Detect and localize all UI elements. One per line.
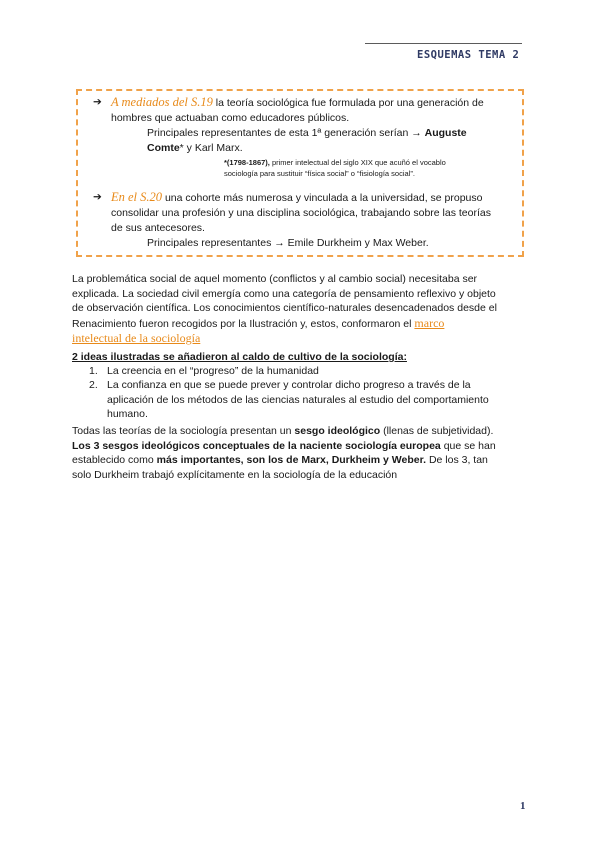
para1-line2: explicada. La sociedad civil emergía como una categoría de pensamiento reflexivo y objeto xyxy=(72,287,496,300)
page-number: 1 xyxy=(520,800,526,812)
list-num-1: 1. xyxy=(89,365,98,377)
para2-line4: solo Durkheim trabajó explícitamente en la sociología de la educación xyxy=(72,468,398,481)
item2-highlight: En el S.20 xyxy=(111,190,163,204)
para2-line2-post: que se han xyxy=(440,439,496,452)
list-text-2-line2: aplicación de los métodos de las ciencias naturales al estudio del comportamiento xyxy=(107,393,489,406)
para2-line1-pre: Todas las teorías de la sociología presentan un xyxy=(72,425,295,437)
list-text-2-line1: La confianza en que se puede prever y controlar dicho progreso a través de la xyxy=(107,379,471,391)
item1-text-line1: la teoría sociológica fue formulada por una generación de xyxy=(212,97,484,109)
item1-note-bold: *(1798-1867), xyxy=(224,158,270,167)
list-item xyxy=(89,364,319,379)
item1-reps-prefix: Principales representantes de esta 1ª generación serían → xyxy=(147,127,425,139)
item2-text-line3: de sus antecesores. xyxy=(111,222,205,234)
item1-reps-rest: * y Karl Marx. xyxy=(179,142,243,154)
item2-text-line2: consolidar una profesión y una disciplina sociológica, trabajando sobre las teorías xyxy=(111,207,491,219)
para2-line2-bold: Los 3 sesgos ideológicos conceptuales de la naciente sociología europea xyxy=(72,439,441,452)
marco-link-cont[interactable]: intelectual de la sociología xyxy=(72,331,201,345)
para1-line4: Renacimiento fueron recogidos por la Ilustración y, estos, conformaron el xyxy=(72,317,412,330)
para1-line3: de observación científica. Los conocimientos científico-naturales desencadenados desde el xyxy=(72,302,497,314)
item1-reps-bold: Auguste xyxy=(424,127,467,139)
item2-text-line1: una cohorte más numerosa y vinculada a la universidad, se propuso xyxy=(162,192,483,204)
paragraph-2 xyxy=(72,424,526,482)
list-num-2: 2. xyxy=(89,379,98,391)
item1-highlight: A mediados del S.19 xyxy=(111,95,213,109)
header-rule xyxy=(365,43,522,44)
list-text-1: La creencia en el “progreso” de la humanidad xyxy=(107,365,319,377)
paragraph-1 xyxy=(72,272,526,347)
para2-line3-bold: más importantes, son los de Marx, Durkheim y Weber. xyxy=(156,454,427,466)
arrow-icon: ➔ xyxy=(93,191,102,203)
item1-text-line2: hombres que actuaban como educadores públicos. xyxy=(111,112,350,124)
item1-note-line1: primer intelectual del siglo XIX que acuñó el vocablo xyxy=(269,158,446,167)
list-text-2-line3: humano. xyxy=(107,408,148,420)
item1-note-line2: sociología para sustituir “física social” o “fisiología social”. xyxy=(224,169,415,178)
para2-line1-bold: sesgo ideológico xyxy=(294,425,381,437)
marco-link[interactable]: marco xyxy=(414,315,445,330)
para2-line3-pre: establecido como xyxy=(72,454,157,466)
para2-line3-post: De los 3, tan xyxy=(426,454,488,466)
arrow-icon: ➔ xyxy=(93,96,102,108)
header-title: ESQUEMAS TEMA 2 xyxy=(417,49,520,61)
para2-line1-post: (llenas de subjetividad). xyxy=(380,425,494,437)
para1-line1: La problemática social de aquel momento (conflictos y al cambio social) necesitaba ser xyxy=(72,273,478,285)
item1-reps-bold2: Comte xyxy=(147,142,180,154)
item2-reps: Principales representantes → Emile Durkheim y Max Weber. xyxy=(147,237,429,249)
ideas-heading: 2 ideas ilustradas se añadieron al caldo de cultivo de la sociología: xyxy=(72,351,407,363)
list-item xyxy=(89,378,525,420)
